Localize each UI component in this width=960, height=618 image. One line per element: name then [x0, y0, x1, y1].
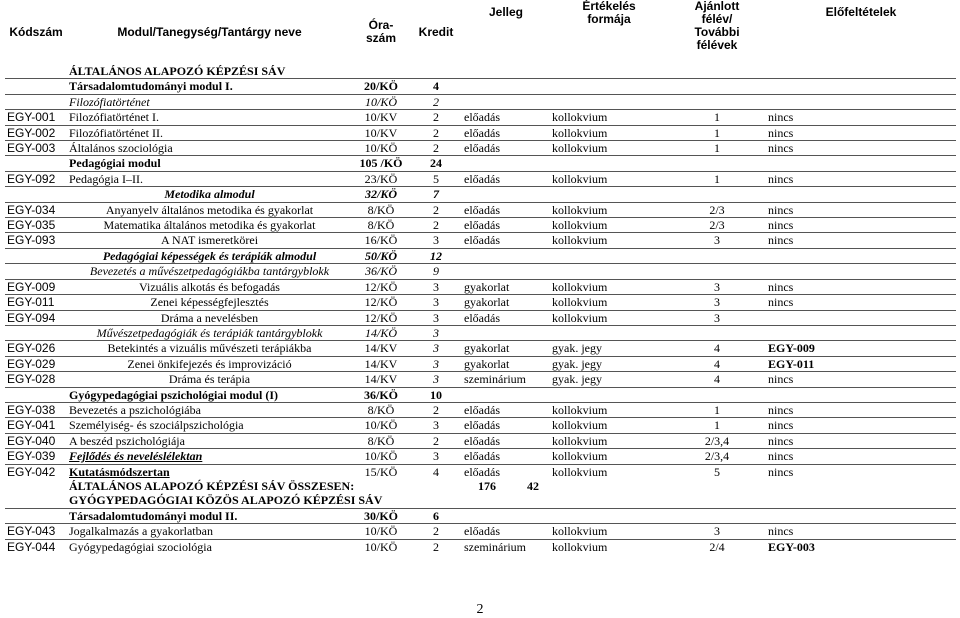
course-row [5, 449, 956, 464]
course-ora: 14/KV [364, 341, 398, 356]
module-name: Társadalomtudományi modul I. [69, 79, 233, 94]
empty-cell [5, 79, 67, 94]
course-ajanlott: 4 [714, 341, 720, 356]
course-ora: 10/KÖ [364, 539, 398, 554]
course-kredit: 3 [433, 310, 439, 325]
summary-hours: 176 [478, 478, 496, 493]
header-elofeltetelek: Előfeltételek [825, 5, 897, 19]
module-row [5, 94, 956, 109]
course-ora: 10/KÖ [364, 141, 398, 156]
course-jelleg: előadás [464, 418, 500, 433]
section-title: ÁLTALÁNOS ALAPOZÓ KÉPZÉSI SÁV [69, 64, 286, 78]
course-row [5, 418, 956, 433]
course-nev: Anyanyelv általános metodika és gyakorlat [105, 202, 314, 217]
course-row [5, 171, 956, 186]
empty-cell [5, 264, 67, 279]
course-kredit: 2 [433, 110, 439, 125]
course-kredit: 2 [433, 218, 439, 233]
empty-cell [462, 325, 956, 340]
course-nev: A beszéd pszichológiája [69, 433, 185, 448]
course-nev: Vizuális alkotás és befogadás [139, 279, 280, 294]
course-nev: Betekintés a vizuális művészeti terápiákba [107, 341, 312, 356]
module-credits: 2 [433, 94, 439, 109]
header-kod: Kódszám [9, 24, 63, 39]
course-kredit: 2 [433, 433, 439, 448]
course-nev: Gyógypedagógiai szociológia [69, 539, 212, 554]
course-ajanlott: 3 [714, 295, 720, 310]
course-ora: 14/KV [364, 356, 398, 371]
header-ajanlott: Ajánlott félév/ További félévek [694, 0, 740, 52]
empty-cell [5, 325, 67, 340]
course-elof: EGY-009 [768, 341, 815, 356]
course-jelleg: előadás [464, 464, 500, 479]
course-nev: Pedagógia I–II. [69, 171, 143, 186]
course-kredit: 2 [433, 202, 439, 217]
course-elof: nincs [768, 418, 794, 433]
course-ora: 10/KÖ [364, 418, 398, 433]
module-hours: 105 /KÖ [359, 156, 403, 171]
empty-cell [462, 248, 956, 263]
module-name: Művészetpedagógiák és terápiák tantárgyblokk [96, 325, 323, 340]
course-ora: 12/KÖ [364, 310, 398, 325]
module-credits: 24 [430, 156, 442, 171]
course-row [5, 125, 956, 140]
curriculum-table [5, 0, 956, 554]
module-name: Társadalomtudományi modul II. [69, 508, 238, 523]
course-kredit: 2 [433, 402, 439, 417]
course-ora: 16/KÖ [364, 233, 398, 248]
course-ert: kollokvium [552, 449, 608, 464]
course-kod: EGY-028 [7, 372, 56, 387]
course-ajanlott: 3 [714, 279, 720, 294]
course-ert: kollokvium [552, 310, 608, 325]
course-ora: 10/KV [364, 125, 398, 140]
course-ora: 8/KÖ [367, 433, 395, 448]
module-hours: 14/KÖ [364, 325, 397, 340]
course-kredit: 3 [433, 279, 439, 294]
course-kredit: 3 [433, 449, 439, 464]
empty-cell [5, 94, 67, 109]
course-elof: nincs [768, 464, 794, 479]
course-jelleg: gyakorlat [464, 356, 510, 371]
course-ora: 12/KÖ [364, 295, 398, 310]
course-jelleg: gyakorlat [464, 279, 510, 294]
module-hours: 30/KÖ [363, 508, 398, 523]
course-row [5, 539, 956, 554]
empty-cell [5, 156, 67, 171]
course-elof: nincs [768, 402, 794, 417]
course-kredit: 3 [433, 418, 439, 433]
course-kod: EGY-029 [7, 356, 56, 371]
module-name: Pedagógiai modul [69, 156, 161, 171]
course-kod: EGY-043 [7, 524, 56, 539]
course-ora: 14/KV [364, 372, 398, 387]
course-nev: Zenei képességfejlesztés [150, 295, 269, 310]
course-ora: 8/KÖ [367, 402, 395, 417]
course-elof [766, 310, 956, 325]
course-ajanlott: 4 [714, 356, 720, 371]
course-elof: nincs [768, 171, 794, 186]
course-ora: 10/KV [364, 110, 398, 125]
course-ajanlott: 2/3,4 [704, 449, 730, 464]
module-name: Bevezetés a művészetpedagógiákba tantárgyblokk [89, 264, 330, 279]
course-ert: kollokvium [552, 218, 608, 233]
module-credits: 12 [430, 248, 442, 263]
empty-cell [5, 187, 67, 202]
course-jelleg: szeminárium [464, 539, 526, 554]
course-ora: 10/KÖ [364, 524, 398, 539]
course-kod: EGY-093 [7, 233, 56, 248]
module-hours: 36/KÖ [364, 264, 397, 279]
course-ajanlott: 4 [714, 372, 720, 387]
course-jelleg: előadás [464, 310, 500, 325]
summary-credits: 42 [527, 478, 539, 493]
course-ert: kollokvium [552, 418, 608, 433]
course-kredit: 2 [433, 524, 439, 539]
course-ert: kollokvium [552, 539, 608, 554]
course-ajanlott: 3 [714, 233, 720, 248]
course-kod: EGY-040 [7, 433, 56, 448]
course-row [5, 464, 956, 479]
course-ert: kollokvium [552, 141, 608, 156]
module-name: Metodika almodul [164, 187, 255, 202]
course-nev: Kutatásmódszertan [69, 464, 170, 479]
empty-cell [5, 64, 67, 79]
course-nev: Dráma és terápia [168, 372, 251, 387]
module-hours: 32/KÖ [364, 187, 397, 202]
course-ajanlott: 2/3 [709, 202, 725, 217]
course-kod: EGY-092 [7, 171, 56, 186]
module-row [5, 325, 956, 340]
course-elof: nincs [768, 372, 794, 387]
course-nev: Általános szociológia [69, 141, 173, 156]
course-jelleg: előadás [464, 110, 500, 125]
header-kredit: Kredit [418, 24, 454, 39]
empty-cell [462, 79, 956, 94]
course-kod: EGY-038 [7, 402, 56, 417]
course-ert: kollokvium [552, 125, 608, 140]
course-nev: Matematika általános metodika és gyakorlat [103, 218, 316, 233]
module-hours: 50/KÖ [364, 248, 397, 263]
course-nev: Személyiség- és szociálpszichológia [69, 418, 244, 433]
course-ajanlott: 1 [714, 171, 720, 186]
course-kredit: 4 [433, 464, 439, 479]
course-kod: EGY-044 [7, 539, 56, 554]
course-row [5, 141, 956, 156]
module-row [5, 248, 956, 263]
module-credits: 10 [430, 387, 442, 402]
course-ajanlott: 5 [714, 464, 720, 479]
module-credits: 4 [433, 79, 439, 94]
course-kredit: 2 [433, 539, 439, 554]
course-kod: EGY-034 [7, 202, 56, 217]
course-row [5, 356, 956, 371]
course-kod: EGY-011 [7, 295, 55, 310]
course-nev: Bevezetés a pszichológiába [69, 402, 201, 417]
module-row [5, 79, 956, 94]
course-nev: Dráma a nevelésben [160, 310, 259, 325]
module-row [5, 387, 956, 402]
course-jelleg: előadás [464, 233, 500, 248]
course-ert: kollokvium [552, 524, 608, 539]
course-ert: kollokvium [552, 295, 608, 310]
course-elof: nincs [768, 141, 794, 156]
empty-cell [462, 264, 956, 279]
course-elof: nincs [768, 279, 794, 294]
empty-cell [462, 387, 956, 402]
header-nev: Modul/Tanegység/Tantárgy neve [117, 24, 302, 39]
course-ajanlott: 2/4 [709, 539, 725, 554]
empty-cell [5, 508, 67, 523]
course-elof: nincs [768, 218, 794, 233]
empty-cell [462, 94, 956, 109]
course-ajanlott: 3 [714, 310, 720, 325]
course-row [5, 433, 956, 448]
module-hours: 36/KÖ [363, 387, 398, 402]
course-elof: nincs [768, 433, 794, 448]
course-elof: nincs [768, 295, 794, 310]
course-ora: 10/KÖ [364, 449, 398, 464]
course-kod: EGY-039 [7, 449, 56, 464]
page-number: 2 [476, 602, 484, 617]
course-ajanlott: 1 [714, 402, 720, 417]
course-ajanlott: 1 [714, 141, 720, 156]
header-ertekeles: Értékelés formája [582, 0, 636, 26]
course-jelleg: előadás [464, 433, 500, 448]
module-credits: 7 [433, 187, 439, 202]
course-kredit: 3 [433, 356, 439, 371]
course-ajanlott: 1 [714, 110, 720, 125]
section-header-row [5, 493, 956, 508]
course-row [5, 202, 956, 217]
module-row [5, 264, 956, 279]
course-nev: Jogalkalmazás a gyakorlatban [69, 524, 213, 539]
course-row [5, 524, 956, 539]
table-body [5, 64, 956, 554]
course-nev: Zenei önkifejezés és improvizáció [127, 356, 292, 371]
course-kredit: 3 [433, 295, 439, 310]
course-kod: EGY-041 [7, 418, 56, 433]
course-ert: gyak. jegy [552, 341, 602, 356]
course-elof: nincs [768, 449, 794, 464]
course-jelleg: előadás [464, 141, 500, 156]
summary-row [5, 479, 956, 493]
course-kod: EGY-009 [7, 279, 56, 294]
course-ert: kollokvium [552, 279, 608, 294]
module-row [5, 187, 956, 202]
module-hours: 20/KÖ [363, 79, 398, 94]
course-nev: Filozófiatörténet II. [69, 125, 163, 140]
course-ert: kollokvium [552, 171, 608, 186]
course-jelleg: előadás [464, 449, 500, 464]
course-row [5, 233, 956, 248]
course-elof: nincs [768, 110, 794, 125]
course-kod: EGY-001 [7, 110, 56, 125]
course-kod: EGY-094 [7, 310, 56, 325]
header-ora: Óra- szám [365, 18, 397, 45]
course-ajanlott: 1 [714, 418, 720, 433]
course-ert: kollokvium [552, 202, 608, 217]
empty-cell [462, 156, 956, 171]
course-elof: nincs [768, 125, 794, 140]
course-ert: kollokvium [552, 233, 608, 248]
course-ora: 23/KÖ [364, 171, 398, 186]
course-row [5, 402, 956, 417]
module-credits: 9 [433, 264, 439, 279]
empty-cell [5, 387, 67, 402]
course-ora: 8/KÖ [367, 202, 395, 217]
course-elof: nincs [768, 202, 794, 217]
course-ajanlott: 2/3,4 [704, 433, 730, 448]
course-row [5, 310, 956, 325]
section-header-row [5, 64, 956, 79]
course-ert: kollokvium [552, 402, 608, 417]
course-elof: EGY-003 [768, 539, 815, 554]
curriculum-sheet [5, 0, 956, 554]
course-elof: nincs [768, 524, 794, 539]
course-kod: EGY-002 [7, 125, 56, 140]
course-row [5, 341, 956, 356]
course-row [5, 295, 956, 310]
summary-label: ÁLTALÁNOS ALAPOZÓ KÉPZÉSI SÁV ÖSSZESEN: [69, 478, 355, 493]
course-kredit: 3 [433, 233, 439, 248]
course-kod: EGY-026 [7, 341, 56, 356]
course-kredit: 2 [433, 141, 439, 156]
course-jelleg: előadás [464, 524, 500, 539]
course-kod: EGY-035 [7, 218, 56, 233]
module-row [5, 508, 956, 523]
empty-cell [550, 479, 956, 493]
empty-cell [462, 508, 956, 523]
course-ert: kollokvium [552, 110, 608, 125]
course-row [5, 218, 956, 233]
course-jelleg: előadás [464, 125, 500, 140]
table-header-row [5, 0, 956, 64]
course-jelleg: gyakorlat [464, 341, 510, 356]
module-hours: 10/KÖ [364, 94, 397, 109]
course-ert: gyak. jegy [552, 356, 602, 371]
course-ora: 8/KÖ [367, 218, 395, 233]
course-ert: kollokvium [552, 433, 608, 448]
course-elof: EGY-011 [768, 356, 815, 371]
course-kredit: 5 [433, 171, 439, 186]
course-jelleg: előadás [464, 218, 500, 233]
module-credits: 6 [433, 508, 439, 523]
empty-cell [5, 479, 67, 493]
course-kredit: 3 [433, 341, 439, 356]
course-kod: EGY-042 [7, 464, 56, 479]
header-jelleg: Jelleg [488, 5, 524, 19]
module-row [5, 156, 956, 171]
course-nev: Fejlődés és neveléslélektan [69, 449, 203, 464]
course-ert: gyak. jegy [552, 372, 602, 387]
course-jelleg: előadás [464, 402, 500, 417]
empty-cell [5, 248, 67, 263]
course-row [5, 372, 956, 387]
course-jelleg: szeminárium [464, 372, 526, 387]
course-ora: 12/KÖ [364, 279, 398, 294]
course-jelleg: előadás [464, 171, 500, 186]
course-ert: kollokvium [552, 464, 608, 479]
empty-cell [462, 187, 956, 202]
module-name: Filozófiatörténet [69, 94, 150, 109]
course-ajanlott: 2/3 [709, 218, 725, 233]
course-jelleg: előadás [464, 202, 500, 217]
module-name: Gyógypedagógiai pszichológiai modul (I) [69, 387, 279, 402]
course-elof: nincs [768, 233, 794, 248]
empty-cell [5, 493, 67, 508]
course-row [5, 279, 956, 294]
course-ajanlott: 3 [714, 524, 720, 539]
course-jelleg: gyakorlat [464, 295, 510, 310]
course-ajanlott: 1 [714, 125, 720, 140]
course-row [5, 110, 956, 125]
course-nev: Filozófiatörténet I. [69, 110, 159, 125]
section-title: GYÓGYPEDAGÓGIAI KÖZÖS ALAPOZÓ KÉPZÉSI SÁV [69, 493, 383, 508]
course-kod: EGY-003 [7, 141, 56, 156]
module-credits: 3 [433, 325, 439, 340]
course-ora: 15/KÖ [364, 464, 398, 479]
course-kredit: 2 [433, 125, 439, 140]
course-kredit: 3 [433, 372, 439, 387]
course-nev: A NAT ismeretkörei [160, 233, 259, 248]
module-name: Pedagógiai képességek és terápiák almodul [102, 248, 317, 263]
